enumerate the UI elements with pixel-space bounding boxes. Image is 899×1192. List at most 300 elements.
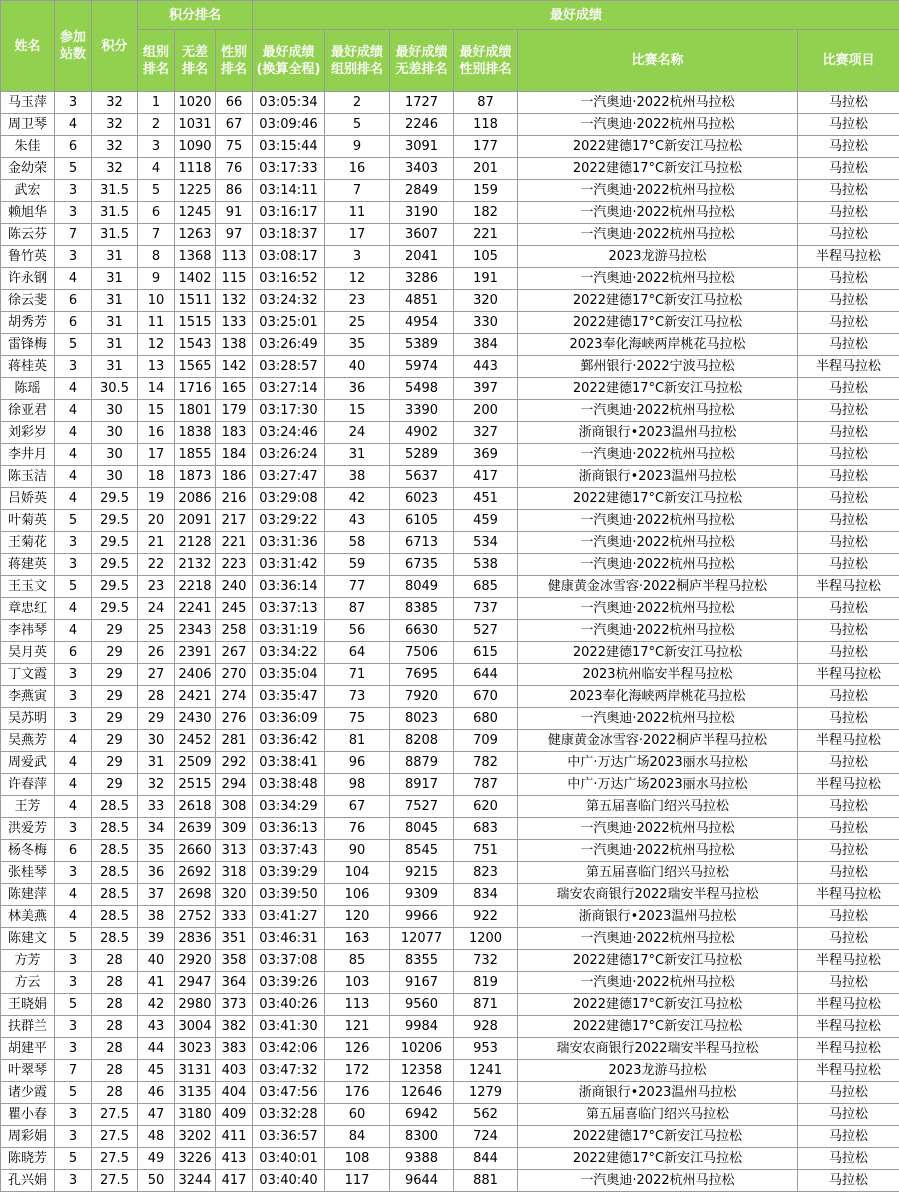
cell-open-rank: 2406 [175, 664, 216, 686]
cell-best-time: 03:27:47 [253, 466, 325, 488]
cell-open-rank: 1511 [175, 290, 216, 312]
cell-best-group-rank: 176 [325, 1082, 390, 1104]
cell-stations: 3 [55, 246, 92, 268]
cell-best-time: 03:24:32 [253, 290, 325, 312]
cell-best-group-rank: 81 [325, 730, 390, 752]
table-row [1, 664, 899, 686]
cell-best-time: 03:47:56 [253, 1082, 325, 1104]
header-best-open-rank: 最好成绩 无差排名 [390, 30, 454, 92]
table-row [1, 752, 899, 774]
cell-group-rank: 25 [138, 620, 175, 642]
cell-race-name: 2022建德17°C新安江马拉松 [518, 1126, 798, 1148]
cell-gender-rank: 270 [216, 664, 253, 686]
cell-best-gender-rank: 881 [454, 1170, 518, 1192]
cell-race-name: 一汽奥迪·2022杭州马拉松 [518, 444, 798, 466]
cell-points: 28.5 [92, 906, 138, 928]
cell-best-time: 03:24:46 [253, 422, 325, 444]
cell-points: 29.5 [92, 576, 138, 598]
cell-best-time: 03:31:42 [253, 554, 325, 576]
cell-gender-rank: 186 [216, 466, 253, 488]
cell-open-rank: 1873 [175, 466, 216, 488]
cell-stations: 4 [55, 378, 92, 400]
cell-race-event: 马拉松 [798, 818, 899, 840]
cell-best-group-rank: 126 [325, 1038, 390, 1060]
cell-stations: 3 [55, 818, 92, 840]
cell-points: 32 [92, 114, 138, 136]
cell-best-time: 03:40:26 [253, 994, 325, 1016]
cell-open-rank: 1263 [175, 224, 216, 246]
table-row [1, 818, 899, 840]
cell-best-gender-rank: 369 [454, 444, 518, 466]
cell-gender-rank: 411 [216, 1126, 253, 1148]
cell-race-event: 马拉松 [798, 466, 899, 488]
cell-race-event: 马拉松 [798, 334, 899, 356]
header-best-time: 最好成绩 (换算全程) [253, 30, 325, 92]
header-best-gender-rank: 最好成绩 性别排名 [454, 30, 518, 92]
cell-gender-rank: 276 [216, 708, 253, 730]
cell-group-rank: 19 [138, 488, 175, 510]
cell-points: 28 [92, 994, 138, 1016]
cell-group-rank: 3 [138, 136, 175, 158]
cell-gender-rank: 91 [216, 202, 253, 224]
cell-best-time: 03:37:08 [253, 950, 325, 972]
cell-open-rank: 2218 [175, 576, 216, 598]
cell-best-gender-rank: 1200 [454, 928, 518, 950]
cell-open-rank: 2836 [175, 928, 216, 950]
table-row [1, 532, 899, 554]
cell-points: 28.5 [92, 796, 138, 818]
cell-points: 29 [92, 730, 138, 752]
cell-group-rank: 46 [138, 1082, 175, 1104]
cell-race-name: 2022建德17°C新安江马拉松 [518, 290, 798, 312]
cell-stations: 5 [55, 1082, 92, 1104]
cell-name: 瞿小春 [1, 1104, 55, 1126]
cell-group-rank: 49 [138, 1148, 175, 1170]
cell-name: 陈玉洁 [1, 466, 55, 488]
cell-points: 28.5 [92, 862, 138, 884]
cell-best-gender-rank: 620 [454, 796, 518, 818]
cell-race-event: 马拉松 [798, 510, 899, 532]
cell-points: 29.5 [92, 488, 138, 510]
cell-open-rank: 2343 [175, 620, 216, 642]
cell-best-time: 03:36:13 [253, 818, 325, 840]
cell-best-gender-rank: 670 [454, 686, 518, 708]
cell-name: 刘彩岁 [1, 422, 55, 444]
cell-gender-rank: 404 [216, 1082, 253, 1104]
cell-group-rank: 39 [138, 928, 175, 950]
cell-race-name: 2023龙游马拉松 [518, 1060, 798, 1082]
cell-best-gender-rank: 451 [454, 488, 518, 510]
cell-stations: 3 [55, 532, 92, 554]
cell-race-event: 马拉松 [798, 202, 899, 224]
cell-group-rank: 37 [138, 884, 175, 906]
cell-points: 28.5 [92, 818, 138, 840]
cell-stations: 3 [55, 92, 92, 114]
cell-race-event: 半程马拉松 [798, 246, 899, 268]
cell-best-time: 03:46:31 [253, 928, 325, 950]
cell-best-open-rank: 6630 [390, 620, 454, 642]
cell-points: 31 [92, 246, 138, 268]
cell-name: 洪爱芳 [1, 818, 55, 840]
cell-points: 28.5 [92, 884, 138, 906]
table-row [1, 686, 899, 708]
cell-best-gender-rank: 928 [454, 1016, 518, 1038]
cell-best-group-rank: 2 [325, 92, 390, 114]
table-row [1, 730, 899, 752]
cell-best-time: 03:15:44 [253, 136, 325, 158]
cell-points: 29.5 [92, 532, 138, 554]
cell-race-event: 马拉松 [798, 136, 899, 158]
cell-gender-rank: 308 [216, 796, 253, 818]
cell-points: 32 [92, 136, 138, 158]
cell-race-name: 第五届喜临门绍兴马拉松 [518, 862, 798, 884]
cell-group-rank: 8 [138, 246, 175, 268]
cell-race-event: 马拉松 [798, 686, 899, 708]
cell-gender-rank: 217 [216, 510, 253, 532]
cell-group-rank: 35 [138, 840, 175, 862]
cell-gender-rank: 313 [216, 840, 253, 862]
cell-stations: 6 [55, 290, 92, 312]
cell-group-rank: 20 [138, 510, 175, 532]
cell-open-rank: 2091 [175, 510, 216, 532]
cell-best-gender-rank: 709 [454, 730, 518, 752]
cell-group-rank: 41 [138, 972, 175, 994]
cell-best-time: 03:47:32 [253, 1060, 325, 1082]
cell-best-gender-rank: 737 [454, 598, 518, 620]
cell-best-gender-rank: 724 [454, 1126, 518, 1148]
cell-best-open-rank: 8300 [390, 1126, 454, 1148]
table-row [1, 884, 899, 906]
cell-open-rank: 2391 [175, 642, 216, 664]
cell-gender-rank: 294 [216, 774, 253, 796]
cell-stations: 4 [55, 730, 92, 752]
cell-race-event: 马拉松 [798, 1104, 899, 1126]
cell-open-rank: 1031 [175, 114, 216, 136]
cell-open-rank: 2618 [175, 796, 216, 818]
cell-best-open-rank: 7695 [390, 664, 454, 686]
cell-group-rank: 14 [138, 378, 175, 400]
cell-best-time: 03:36:09 [253, 708, 325, 730]
cell-group-rank: 10 [138, 290, 175, 312]
cell-gender-rank: 67 [216, 114, 253, 136]
cell-group-rank: 28 [138, 686, 175, 708]
cell-best-group-rank: 58 [325, 532, 390, 554]
cell-name: 吕娇英 [1, 488, 55, 510]
cell-stations: 5 [55, 994, 92, 1016]
cell-best-group-rank: 38 [325, 466, 390, 488]
cell-best-open-rank: 3286 [390, 268, 454, 290]
cell-best-open-rank: 5974 [390, 356, 454, 378]
cell-best-gender-rank: 922 [454, 906, 518, 928]
cell-race-event: 半程马拉松 [798, 1060, 899, 1082]
cell-best-open-rank: 12077 [390, 928, 454, 950]
cell-best-gender-rank: 819 [454, 972, 518, 994]
table-row [1, 598, 899, 620]
cell-name: 许永钢 [1, 268, 55, 290]
cell-best-group-rank: 121 [325, 1016, 390, 1038]
cell-best-time: 03:25:01 [253, 312, 325, 334]
cell-race-event: 马拉松 [798, 422, 899, 444]
cell-best-gender-rank: 644 [454, 664, 518, 686]
cell-race-name: 一汽奥迪·2022杭州马拉松 [518, 818, 798, 840]
cell-best-time: 03:17:30 [253, 400, 325, 422]
cell-name: 李祎琴 [1, 620, 55, 642]
cell-best-gender-rank: 538 [454, 554, 518, 576]
cell-race-name: 一汽奥迪·2022杭州马拉松 [518, 620, 798, 642]
cell-points: 29 [92, 752, 138, 774]
table-row [1, 642, 899, 664]
cell-name: 王菊花 [1, 532, 55, 554]
table-row [1, 796, 899, 818]
cell-gender-rank: 97 [216, 224, 253, 246]
cell-points: 31.5 [92, 202, 138, 224]
cell-points: 30.5 [92, 378, 138, 400]
cell-stations: 4 [55, 488, 92, 510]
header-stations: 参加 站数 [55, 1, 92, 92]
cell-name: 蒋桂英 [1, 356, 55, 378]
cell-stations: 4 [55, 774, 92, 796]
cell-points: 29 [92, 642, 138, 664]
cell-points: 30 [92, 444, 138, 466]
cell-open-rank: 2980 [175, 994, 216, 1016]
cell-open-rank: 2132 [175, 554, 216, 576]
cell-name: 马玉萍 [1, 92, 55, 114]
cell-open-rank: 3131 [175, 1060, 216, 1082]
cell-race-event: 马拉松 [798, 290, 899, 312]
cell-group-rank: 1 [138, 92, 175, 114]
cell-points: 31 [92, 268, 138, 290]
cell-race-name: 一汽奥迪·2022杭州马拉松 [518, 928, 798, 950]
cell-best-gender-rank: 417 [454, 466, 518, 488]
cell-race-event: 马拉松 [798, 532, 899, 554]
cell-stations: 3 [55, 1038, 92, 1060]
cell-best-time: 03:39:26 [253, 972, 325, 994]
cell-stations: 6 [55, 312, 92, 334]
cell-gender-rank: 113 [216, 246, 253, 268]
cell-group-rank: 18 [138, 466, 175, 488]
cell-points: 27.5 [92, 1104, 138, 1126]
cell-race-event: 马拉松 [798, 400, 899, 422]
cell-open-rank: 2509 [175, 752, 216, 774]
cell-race-name: 2023杭州临安半程马拉松 [518, 664, 798, 686]
cell-best-gender-rank: 534 [454, 532, 518, 554]
cell-open-rank: 2639 [175, 818, 216, 840]
cell-race-name: 中广·万达广场2023丽水马拉松 [518, 752, 798, 774]
cell-gender-rank: 76 [216, 158, 253, 180]
cell-group-rank: 42 [138, 994, 175, 1016]
cell-best-group-rank: 76 [325, 818, 390, 840]
cell-group-rank: 47 [138, 1104, 175, 1126]
cell-open-rank: 2698 [175, 884, 216, 906]
cell-gender-rank: 267 [216, 642, 253, 664]
cell-stations: 6 [55, 642, 92, 664]
cell-best-gender-rank: 1279 [454, 1082, 518, 1104]
cell-best-gender-rank: 787 [454, 774, 518, 796]
cell-stations: 4 [55, 422, 92, 444]
cell-best-time: 03:40:01 [253, 1148, 325, 1170]
cell-group-rank: 44 [138, 1038, 175, 1060]
cell-best-group-rank: 17 [325, 224, 390, 246]
table-body [1, 92, 899, 1192]
cell-best-group-rank: 163 [325, 928, 390, 950]
cell-group-rank: 17 [138, 444, 175, 466]
cell-best-time: 03:37:13 [253, 598, 325, 620]
cell-best-open-rank: 12358 [390, 1060, 454, 1082]
cell-best-gender-rank: 685 [454, 576, 518, 598]
cell-group-rank: 30 [138, 730, 175, 752]
cell-best-time: 03:36:14 [253, 576, 325, 598]
cell-stations: 5 [55, 334, 92, 356]
cell-best-group-rank: 96 [325, 752, 390, 774]
cell-best-open-rank: 1727 [390, 92, 454, 114]
cell-gender-rank: 142 [216, 356, 253, 378]
cell-open-rank: 2421 [175, 686, 216, 708]
cell-best-gender-rank: 871 [454, 994, 518, 1016]
cell-points: 31 [92, 356, 138, 378]
cell-best-gender-rank: 159 [454, 180, 518, 202]
cell-stations: 4 [55, 752, 92, 774]
cell-open-rank: 1801 [175, 400, 216, 422]
cell-stations: 4 [55, 796, 92, 818]
cell-open-rank: 3180 [175, 1104, 216, 1126]
cell-open-rank: 3135 [175, 1082, 216, 1104]
cell-best-time: 03:29:22 [253, 510, 325, 532]
table-row [1, 862, 899, 884]
cell-points: 31 [92, 312, 138, 334]
cell-race-name: 2022建德17°C新安江马拉松 [518, 488, 798, 510]
cell-race-name: 浙商银行•2023温州马拉松 [518, 1082, 798, 1104]
cell-points: 27.5 [92, 1148, 138, 1170]
cell-best-gender-rank: 384 [454, 334, 518, 356]
cell-race-event: 马拉松 [798, 312, 899, 334]
cell-gender-rank: 258 [216, 620, 253, 642]
cell-race-event: 马拉松 [798, 268, 899, 290]
cell-best-group-rank: 77 [325, 576, 390, 598]
cell-open-rank: 1543 [175, 334, 216, 356]
cell-points: 28 [92, 1060, 138, 1082]
cell-best-open-rank: 8355 [390, 950, 454, 972]
cell-name: 蒋建英 [1, 554, 55, 576]
cell-gender-rank: 333 [216, 906, 253, 928]
cell-stations: 5 [55, 576, 92, 598]
cell-points: 29 [92, 774, 138, 796]
cell-best-group-rank: 84 [325, 1126, 390, 1148]
cell-gender-rank: 358 [216, 950, 253, 972]
cell-race-event: 马拉松 [798, 92, 899, 114]
cell-stations: 3 [55, 1170, 92, 1192]
cell-best-group-rank: 43 [325, 510, 390, 532]
cell-gender-rank: 133 [216, 312, 253, 334]
table-row [1, 1104, 899, 1126]
cell-gender-rank: 409 [216, 1104, 253, 1126]
cell-group-rank: 13 [138, 356, 175, 378]
table-row [1, 268, 899, 290]
cell-race-name: 一汽奥迪·2022杭州马拉松 [518, 708, 798, 730]
cell-best-open-rank: 7527 [390, 796, 454, 818]
cell-best-group-rank: 11 [325, 202, 390, 224]
cell-points: 31.5 [92, 224, 138, 246]
cell-best-gender-rank: 459 [454, 510, 518, 532]
cell-group-rank: 36 [138, 862, 175, 884]
cell-stations: 5 [55, 928, 92, 950]
header-gender-rank: 性别 排名 [216, 30, 253, 92]
cell-race-name: 健康黄金冰雪容·2022桐庐半程马拉松 [518, 576, 798, 598]
cell-open-rank: 2920 [175, 950, 216, 972]
cell-best-open-rank: 9167 [390, 972, 454, 994]
cell-group-rank: 15 [138, 400, 175, 422]
cell-stations: 5 [55, 510, 92, 532]
table-row [1, 334, 899, 356]
cell-race-name: 2022建德17°C新安江马拉松 [518, 950, 798, 972]
cell-name: 金幼荣 [1, 158, 55, 180]
cell-name: 诸少霞 [1, 1082, 55, 1104]
cell-name: 周彩娟 [1, 1126, 55, 1148]
cell-race-name: 2022建德17°C新安江马拉松 [518, 994, 798, 1016]
table-row [1, 422, 899, 444]
cell-best-group-rank: 25 [325, 312, 390, 334]
cell-group-rank: 22 [138, 554, 175, 576]
cell-race-name: 2022建德17°C新安江马拉松 [518, 136, 798, 158]
cell-points: 30 [92, 422, 138, 444]
cell-open-rank: 1838 [175, 422, 216, 444]
cell-race-name: 2022建德17°C新安江马拉松 [518, 642, 798, 664]
cell-name: 吴月英 [1, 642, 55, 664]
cell-open-rank: 1118 [175, 158, 216, 180]
table-row [1, 708, 899, 730]
table-row [1, 488, 899, 510]
cell-best-gender-rank: 443 [454, 356, 518, 378]
cell-race-event: 马拉松 [798, 224, 899, 246]
cell-best-gender-rank: 201 [454, 158, 518, 180]
cell-best-open-rank: 8545 [390, 840, 454, 862]
cell-best-time: 03:38:48 [253, 774, 325, 796]
cell-name: 杨冬梅 [1, 840, 55, 862]
cell-open-rank: 2947 [175, 972, 216, 994]
cell-race-name: 浙商银行•2023温州马拉松 [518, 466, 798, 488]
cell-name: 方云 [1, 972, 55, 994]
table-row [1, 466, 899, 488]
cell-best-group-rank: 117 [325, 1170, 390, 1192]
cell-best-open-rank: 8045 [390, 818, 454, 840]
table-row [1, 114, 899, 136]
cell-stations: 3 [55, 862, 92, 884]
cell-best-open-rank: 9560 [390, 994, 454, 1016]
table-row [1, 554, 899, 576]
cell-best-open-rank: 3091 [390, 136, 454, 158]
cell-best-time: 03:32:28 [253, 1104, 325, 1126]
cell-gender-rank: 75 [216, 136, 253, 158]
cell-best-group-rank: 108 [325, 1148, 390, 1170]
cell-best-open-rank: 8049 [390, 576, 454, 598]
cell-name: 孔兴娟 [1, 1170, 55, 1192]
cell-best-time: 03:29:08 [253, 488, 325, 510]
cell-stations: 3 [55, 202, 92, 224]
cell-best-time: 03:31:36 [253, 532, 325, 554]
cell-best-time: 03:35:04 [253, 664, 325, 686]
cell-race-event: 马拉松 [798, 840, 899, 862]
cell-group-rank: 31 [138, 752, 175, 774]
cell-best-open-rank: 4851 [390, 290, 454, 312]
cell-stations: 4 [55, 466, 92, 488]
cell-points: 28.5 [92, 928, 138, 950]
cell-name: 雷锋梅 [1, 334, 55, 356]
cell-gender-rank: 132 [216, 290, 253, 312]
cell-points: 32 [92, 158, 138, 180]
cell-best-gender-rank: 330 [454, 312, 518, 334]
table-row [1, 1038, 899, 1060]
cell-points: 31 [92, 290, 138, 312]
cell-gender-rank: 138 [216, 334, 253, 356]
